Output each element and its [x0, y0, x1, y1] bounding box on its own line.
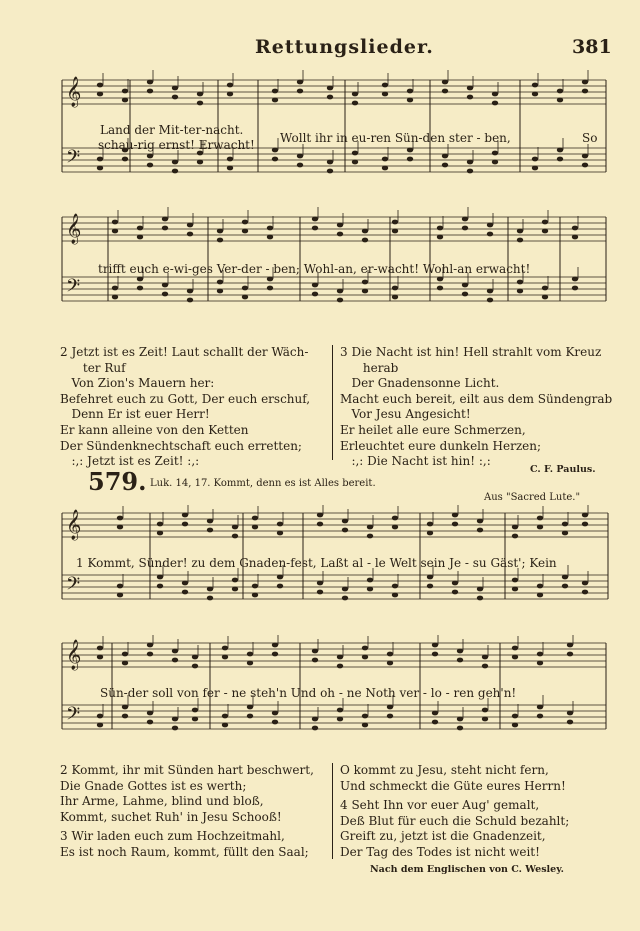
- hymn-number: 579.: [88, 467, 147, 496]
- verse-3-prev: 3 Die Nacht ist hin! Hell strahlt vom Kreuz herab Der Gnadensonne Licht. Macht euch bereit, eilt aus dem Sündengrab Vor Jesu Angesicht! Er heilet alle eure Schmerzen, Erleuchtet eure dunkeln Herzen; :,: Die Nacht ist hin! :,:: [340, 345, 613, 469]
- column-divider-2: [332, 763, 333, 859]
- svg-text:𝄢: 𝄢: [66, 276, 81, 301]
- page-number: 381: [572, 36, 612, 58]
- verse-2: 2 Kommt, ihr mit Sünden hart beschwert, Die Gnade Gottes ist es werth; Ihr Arme, Lahme, blind und bloß, Kommt, suchet Ruh' in Jesu Schooß!: [60, 763, 314, 824]
- lyrics-line-2: trifft euch e-wi-ges Ver-der - ben; Wohl-an, er-wacht! Wohl-an erwacht!: [98, 262, 531, 276]
- attribution-prev: C. F. Paulus.: [530, 464, 596, 475]
- svg-text:𝄞: 𝄞: [66, 77, 82, 107]
- verse-4: 4 Seht Ihn vor euer Aug' gemalt, Deß Blut für euch die Schuld bezahlt; Greift zu, jetzt ist die Gnadenzeit, Der Tag des Todes ist nicht weit!: [340, 798, 570, 859]
- lyrics-line-4: Sün-der soll von fer - ne steh'n Und oh - ne Noth ver - lo - ren geh'n!: [100, 686, 517, 700]
- attribution: Nach dem Englischen von C. Wesley.: [370, 864, 564, 875]
- lyrics-line-1c: Wollt ihr in eu-ren Sün-den ster - ben,: [280, 131, 511, 145]
- lyrics-line-3: 1 Kommt, Sünder! zu dem Gnaden-fest, Laßt al - le Welt sein Je - su Gäst'; Kein: [76, 556, 557, 570]
- svg-text:𝄞: 𝄞: [66, 640, 82, 670]
- svg-text:𝄢: 𝄢: [66, 574, 81, 599]
- lyrics-line-1a: Land der Mit-ter-nacht.: [100, 123, 244, 137]
- svg-text:𝄢: 𝄢: [66, 704, 81, 729]
- scripture-reference: Luk. 14, 17. Kommt, denn es ist Alles bereit.: [150, 478, 376, 489]
- verse-2-prev: 2 Jetzt ist es Zeit! Laut schallt der Wäch- ter Ruf Von Zion's Mauern her: Befehret euch zu Gott, Der euch erschuf, Denn Er ist euer Herr! Er kann alleine von den Ketten Der Sündenknechtschaft euch erretten; :,: Jetzt ist es Zeit! :,:: [60, 345, 311, 469]
- svg-text:𝄞: 𝄞: [66, 510, 82, 540]
- svg-text:𝄢: 𝄢: [66, 147, 81, 172]
- column-divider: [332, 345, 333, 460]
- verse-3: 3 Wir laden euch zum Hochzeitmahl, Es ist noch Raum, kommt, füllt den Saal;: [60, 829, 309, 859]
- music-system-1: [0, 68, 640, 188]
- tune-source: Aus "Sacred Lute.": [484, 492, 581, 503]
- svg-text:𝄞: 𝄞: [66, 214, 82, 244]
- lyrics-line-1d: So: [582, 131, 598, 145]
- section-title: Rettungslieder.: [255, 36, 434, 58]
- verse-3-cont: O kommt zu Jesu, steht nicht fern, Und schmeckt die Güte eures Herrn!: [340, 763, 566, 793]
- lyrics-line-1b: schau-rig ernst! Erwacht!: [98, 138, 255, 152]
